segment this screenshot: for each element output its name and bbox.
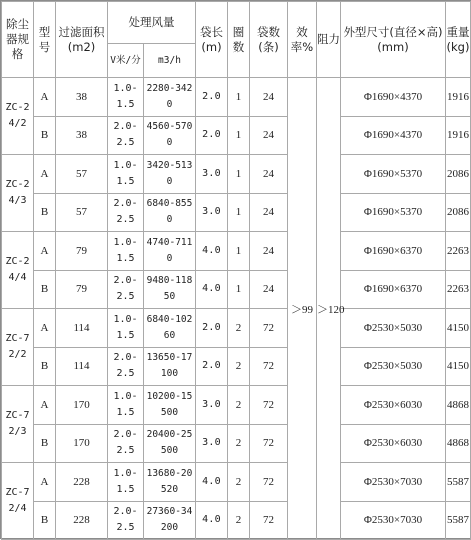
type-cell: A (34, 463, 56, 502)
model-cell: ZC-72/3 (2, 386, 34, 463)
airflow-cell: 9480-11850 (144, 270, 196, 309)
type-cell: B (34, 270, 56, 309)
airflow-cell: 4740-7110 (144, 232, 196, 271)
dimensions-cell: Φ2530×5030 (341, 347, 446, 386)
bag-count-cell: 72 (250, 386, 288, 425)
airflow-cell: 4560-5700 (144, 116, 196, 155)
header-bag-length: 袋长(m) (196, 2, 228, 78)
area-cell: 114 (56, 309, 108, 348)
bag-count-cell: 24 (250, 78, 288, 117)
bag-count-cell: 24 (250, 116, 288, 155)
rings-cell: 2 (228, 309, 250, 348)
velocity-cell: 2.0-2.5 (108, 193, 144, 232)
dimensions-cell: Φ1690×4370 (341, 78, 446, 117)
type-cell: B (34, 347, 56, 386)
velocity-cell: 2.0-2.5 (108, 501, 144, 540)
area-cell: 170 (56, 386, 108, 425)
bag-length-cell: 2.0 (196, 78, 228, 117)
area-cell: 57 (56, 155, 108, 194)
bag-count-cell: 72 (250, 463, 288, 502)
header-type: 型号 (34, 2, 56, 78)
weight-cell: 4868 (446, 424, 471, 463)
rings-cell: 2 (228, 463, 250, 502)
dimensions-cell: Φ2530×5030 (341, 309, 446, 348)
rings-cell: 1 (228, 155, 250, 194)
table-row (2, 78, 471, 117)
weight-cell: 4150 (446, 309, 471, 348)
bag-length-cell: 3.0 (196, 155, 228, 194)
rings-cell: 1 (228, 116, 250, 155)
airflow-cell: 27360-34200 (144, 501, 196, 540)
type-cell: A (34, 232, 56, 271)
weight-cell: 4868 (446, 386, 471, 425)
model-cell: ZC-72/2 (2, 309, 34, 386)
area-cell: 114 (56, 347, 108, 386)
area-cell: 38 (56, 78, 108, 117)
bag-count-cell: 24 (250, 232, 288, 271)
velocity-cell: 1.0-1.5 (108, 232, 144, 271)
rings-cell: 1 (228, 232, 250, 271)
weight-cell: 2086 (446, 193, 471, 232)
bag-count-cell: 24 (250, 155, 288, 194)
bag-length-cell: 4.0 (196, 232, 228, 271)
weight-cell: 5587 (446, 501, 471, 540)
table-row (2, 309, 471, 348)
weight-cell: 2263 (446, 232, 471, 271)
velocity-cell: 1.0-1.5 (108, 386, 144, 425)
dimensions-cell: Φ1690×5370 (341, 193, 446, 232)
table-row (2, 155, 471, 194)
header-bag-count: 袋数(条) (250, 2, 288, 78)
rings-cell: 2 (228, 386, 250, 425)
airflow-cell: 2280-3420 (144, 78, 196, 117)
bag-length-cell: 3.0 (196, 424, 228, 463)
type-cell: B (34, 193, 56, 232)
header-filter-area: 过滤面积(m2) (56, 2, 108, 78)
type-cell: A (34, 309, 56, 348)
bag-count-cell: 24 (250, 270, 288, 309)
dust-collector-spec-table (1, 1, 471, 540)
dimensions-cell: Φ2530×6030 (341, 386, 446, 425)
area-cell: 57 (56, 193, 108, 232)
area-cell: 228 (56, 463, 108, 502)
bag-length-cell: 4.0 (196, 270, 228, 309)
area-cell: 79 (56, 232, 108, 271)
area-cell: 228 (56, 501, 108, 540)
weight-cell: 2086 (446, 155, 471, 194)
bag-count-cell: 24 (250, 193, 288, 232)
table-row (2, 463, 471, 502)
airflow-cell: 6840-8550 (144, 193, 196, 232)
velocity-cell: 1.0-1.5 (108, 463, 144, 502)
table-row (2, 116, 471, 155)
dimensions-cell: Φ1690×6370 (341, 270, 446, 309)
rings-cell: 1 (228, 193, 250, 232)
table-row (2, 386, 471, 425)
type-cell: B (34, 501, 56, 540)
airflow-cell: 10200-15500 (144, 386, 196, 425)
dimensions-cell: Φ1690×6370 (341, 232, 446, 271)
header-model: 除尘器规格 (2, 2, 34, 78)
area-cell: 170 (56, 424, 108, 463)
type-cell: A (34, 386, 56, 425)
table-row (2, 270, 471, 309)
weight-cell: 1916 (446, 116, 471, 155)
airflow-cell: 13650-17100 (144, 347, 196, 386)
rings-cell: 2 (228, 347, 250, 386)
bag-count-cell: 72 (250, 347, 288, 386)
header-airflow-group: 处理风量 (108, 2, 196, 44)
dimensions-cell: Φ2530×7030 (341, 501, 446, 540)
bag-length-cell: 2.0 (196, 309, 228, 348)
resistance-cell: ＞120 (317, 78, 341, 540)
table-row (2, 424, 471, 463)
weight-cell: 2263 (446, 270, 471, 309)
airflow-cell: 20400-25500 (144, 424, 196, 463)
area-cell: 38 (56, 116, 108, 155)
rings-cell: 1 (228, 270, 250, 309)
velocity-cell: 1.0-1.5 (108, 78, 144, 117)
type-cell: A (34, 78, 56, 117)
type-cell: B (34, 116, 56, 155)
efficiency-cell: ＞99 (288, 78, 317, 540)
header-airflow-unit: m3/h (144, 44, 196, 78)
model-cell: ZC-24/3 (2, 155, 34, 232)
header-efficiency: 效率% (288, 2, 317, 78)
table-row (2, 501, 471, 540)
dimensions-cell: Φ2530×7030 (341, 463, 446, 502)
table-row (2, 193, 471, 232)
header-row-1 (2, 2, 471, 44)
velocity-cell: 2.0-2.5 (108, 270, 144, 309)
model-cell: ZC-24/4 (2, 232, 34, 309)
bag-count-cell: 72 (250, 309, 288, 348)
bag-length-cell: 2.0 (196, 347, 228, 386)
velocity-cell: 2.0-2.5 (108, 424, 144, 463)
weight-cell: 4150 (446, 347, 471, 386)
velocity-cell: 1.0-1.5 (108, 309, 144, 348)
dimensions-cell: Φ1690×5370 (341, 155, 446, 194)
area-cell: 79 (56, 270, 108, 309)
table-row (2, 232, 471, 271)
airflow-cell: 3420-5130 (144, 155, 196, 194)
weight-cell: 5587 (446, 463, 471, 502)
dimensions-cell: Φ1690×4370 (341, 116, 446, 155)
airflow-cell: 13680-20520 (144, 463, 196, 502)
bag-length-cell: 4.0 (196, 501, 228, 540)
model-cell: ZC-24/2 (2, 78, 34, 155)
header-velocity: V米/分 (108, 44, 144, 78)
weight-cell: 1916 (446, 78, 471, 117)
airflow-cell: 6840-10260 (144, 309, 196, 348)
rings-cell: 2 (228, 501, 250, 540)
header-resistance: 阻力 (317, 2, 341, 78)
velocity-cell: 2.0-2.5 (108, 116, 144, 155)
bag-length-cell: 2.0 (196, 116, 228, 155)
type-cell: A (34, 155, 56, 194)
rings-cell: 1 (228, 78, 250, 117)
type-cell: B (34, 424, 56, 463)
header-dimensions: 外型尺寸(直径×高)(mm) (341, 2, 446, 78)
rings-cell: 2 (228, 424, 250, 463)
header-weight: 重量(kg) (446, 2, 471, 78)
model-cell: ZC-72/4 (2, 463, 34, 540)
bag-count-cell: 72 (250, 424, 288, 463)
bag-count-cell: 72 (250, 501, 288, 540)
table-row (2, 347, 471, 386)
bag-length-cell: 3.0 (196, 193, 228, 232)
velocity-cell: 2.0-2.5 (108, 347, 144, 386)
bag-length-cell: 3.0 (196, 386, 228, 425)
header-rings: 圈数 (228, 2, 250, 78)
dimensions-cell: Φ2530×6030 (341, 424, 446, 463)
bag-length-cell: 4.0 (196, 463, 228, 502)
velocity-cell: 1.0-1.5 (108, 155, 144, 194)
